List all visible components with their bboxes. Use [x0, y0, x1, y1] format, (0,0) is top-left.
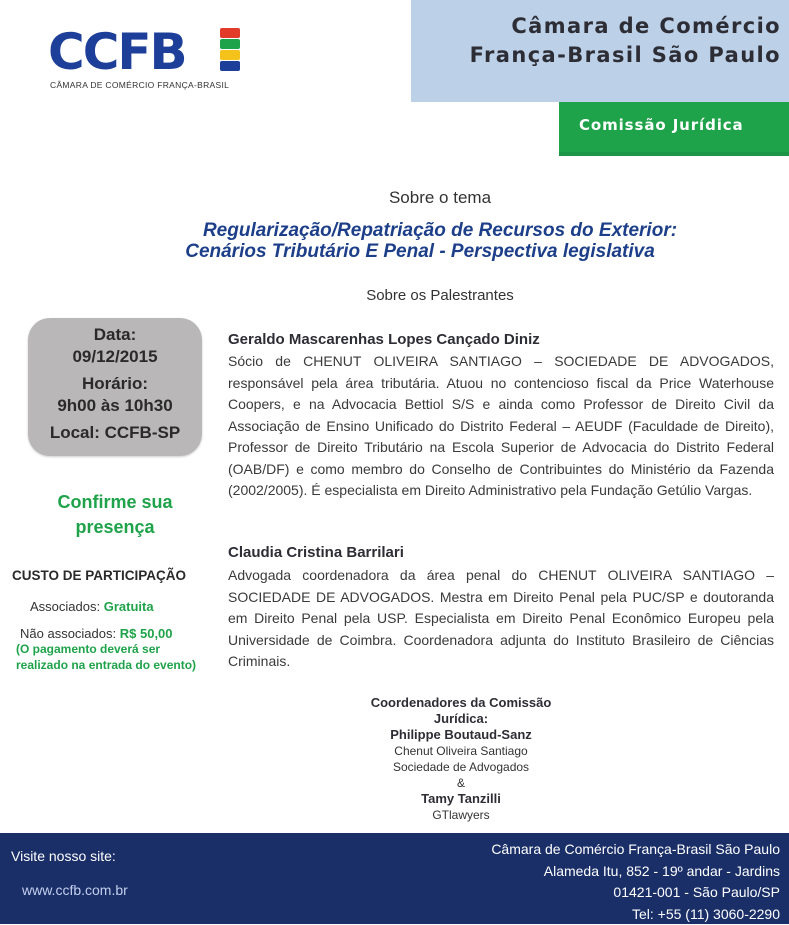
ccfb-logo — [48, 24, 248, 94]
topic-title-line2: Cenários Tributário E Penal - Perspectiva legislativa — [100, 241, 740, 263]
confirm-line1: Confirme sua — [20, 490, 210, 515]
coordinator-1-firm-line1: Chenut Oliveira Santiago — [330, 743, 592, 759]
members-label: Associados: — [30, 599, 100, 614]
footer-street: Alameda Itu, 852 - 19º andar - Jardins — [491, 861, 780, 883]
nonmembers-value: R$ 50,00 — [120, 626, 173, 641]
coordinator-1-name: Philippe Boutaud-Sanz — [330, 727, 592, 743]
commission-tab-label: Comissão Jurídica — [579, 116, 744, 134]
event-info-box — [28, 318, 202, 456]
time-label: Horário: — [28, 373, 202, 395]
payment-note — [16, 642, 196, 673]
site-link[interactable]: www.ccfb.com.br — [22, 882, 128, 898]
confirm-presence-link[interactable] — [20, 490, 210, 540]
header-panel — [411, 0, 789, 102]
payment-note-line2: realizado na entrada do evento) — [16, 658, 196, 674]
speaker-1-bio: Sócio de CHENUT OLIVEIRA SANTIAGO – SOCIEDADE DE ADVOGADOS, responsável pela área tributária. Atuou no contencioso fiscal da Price Waterhouse Coopers, e na Advocacia Bettiol S/S e ainda como Professor de Direito Civil da Associação de Ensino Unificado do Distrito Federal – AEUDF (Faculdade de Direito), Professor de Direito Tributário na Escola Superior de Advocacia do Distrito Federal (OAB/DF) e como membro do Conselho de Contribuintes do Ministério da Fazenda (2002/2005). É especialista em Direito Administrativo pela Fundação Getúlio Vargas. — [228, 351, 774, 502]
footer-zip-city: 01421-001 - São Paulo/SP — [491, 882, 780, 904]
confirm-line2: presença — [20, 515, 210, 540]
commission-tab — [559, 102, 789, 156]
date-label: Data: — [28, 324, 202, 346]
speaker-2-name: Claudia Cristina Barrilari — [228, 544, 404, 561]
coordinator-1-firm-line2: Sociedade de Advogados — [330, 759, 592, 775]
payment-note-line1: (O pagamento deverá ser — [16, 642, 196, 658]
nonmembers-label: Não associados: — [20, 626, 116, 641]
speaker-1-name: Geraldo Mascarenhas Lopes Cançado Diniz — [228, 331, 540, 348]
topic-label: Sobre o tema — [120, 188, 760, 208]
event-location: Local: CCFB-SP — [28, 422, 202, 444]
coordinators-heading-line1: Coordenadores da Comissão — [330, 695, 592, 711]
footer-address — [491, 839, 780, 925]
coordinators-heading-line2: Jurídica: — [330, 711, 592, 727]
members-cost — [30, 599, 154, 614]
event-date: 09/12/2015 — [28, 346, 202, 368]
cost-heading: CUSTO DE PARTICIPAÇÃO — [12, 568, 186, 583]
footer — [0, 833, 789, 924]
footer-org: Câmara de Comércio França-Brasil São Paulo — [491, 839, 780, 861]
ampersand: & — [330, 775, 592, 791]
topic-title-line1: Regularização/Repatriação de Recursos do Exterior: — [120, 220, 760, 242]
logo-subtitle: CÂMARA DE COMÉRCIO FRANÇA-BRASIL — [50, 80, 229, 90]
logo-text: CCFB — [48, 24, 186, 80]
header-title-line2: França-Brasil São Paulo — [470, 41, 781, 70]
coordinator-2-firm: GTlawyers — [330, 807, 592, 823]
footer-phone: Tel: +55 (11) 3060-2290 — [491, 904, 780, 925]
visit-label: Visite nosso site: — [11, 848, 116, 864]
coordinator-2-name: Tamy Tanzilli — [330, 791, 592, 807]
flag-icon — [220, 28, 240, 72]
event-time: 9h00 às 10h30 — [28, 395, 202, 417]
header-title-line1: Câmara de Comércio — [470, 12, 781, 41]
header-title — [470, 12, 781, 70]
members-value: Gratuita — [104, 599, 154, 614]
coordinators-block — [330, 695, 592, 823]
speakers-label: Sobre os Palestrantes — [120, 287, 760, 304]
nonmembers-cost — [20, 626, 173, 641]
speaker-2-bio: Advogada coordenadora da área penal do CHENUT OLIVEIRA SANTIAGO – SOCIEDADE DE ADVOGADOS. Mestra em Direito Penal pela PUC/SP e doutoranda em Direito Penal pela USP. Especialista em Direito Penal Econômico Europeu pela Universidade de Coimbra. Coordenadora adjunta do Instituto Brasileiro de Ciências Criminais. — [228, 565, 774, 673]
